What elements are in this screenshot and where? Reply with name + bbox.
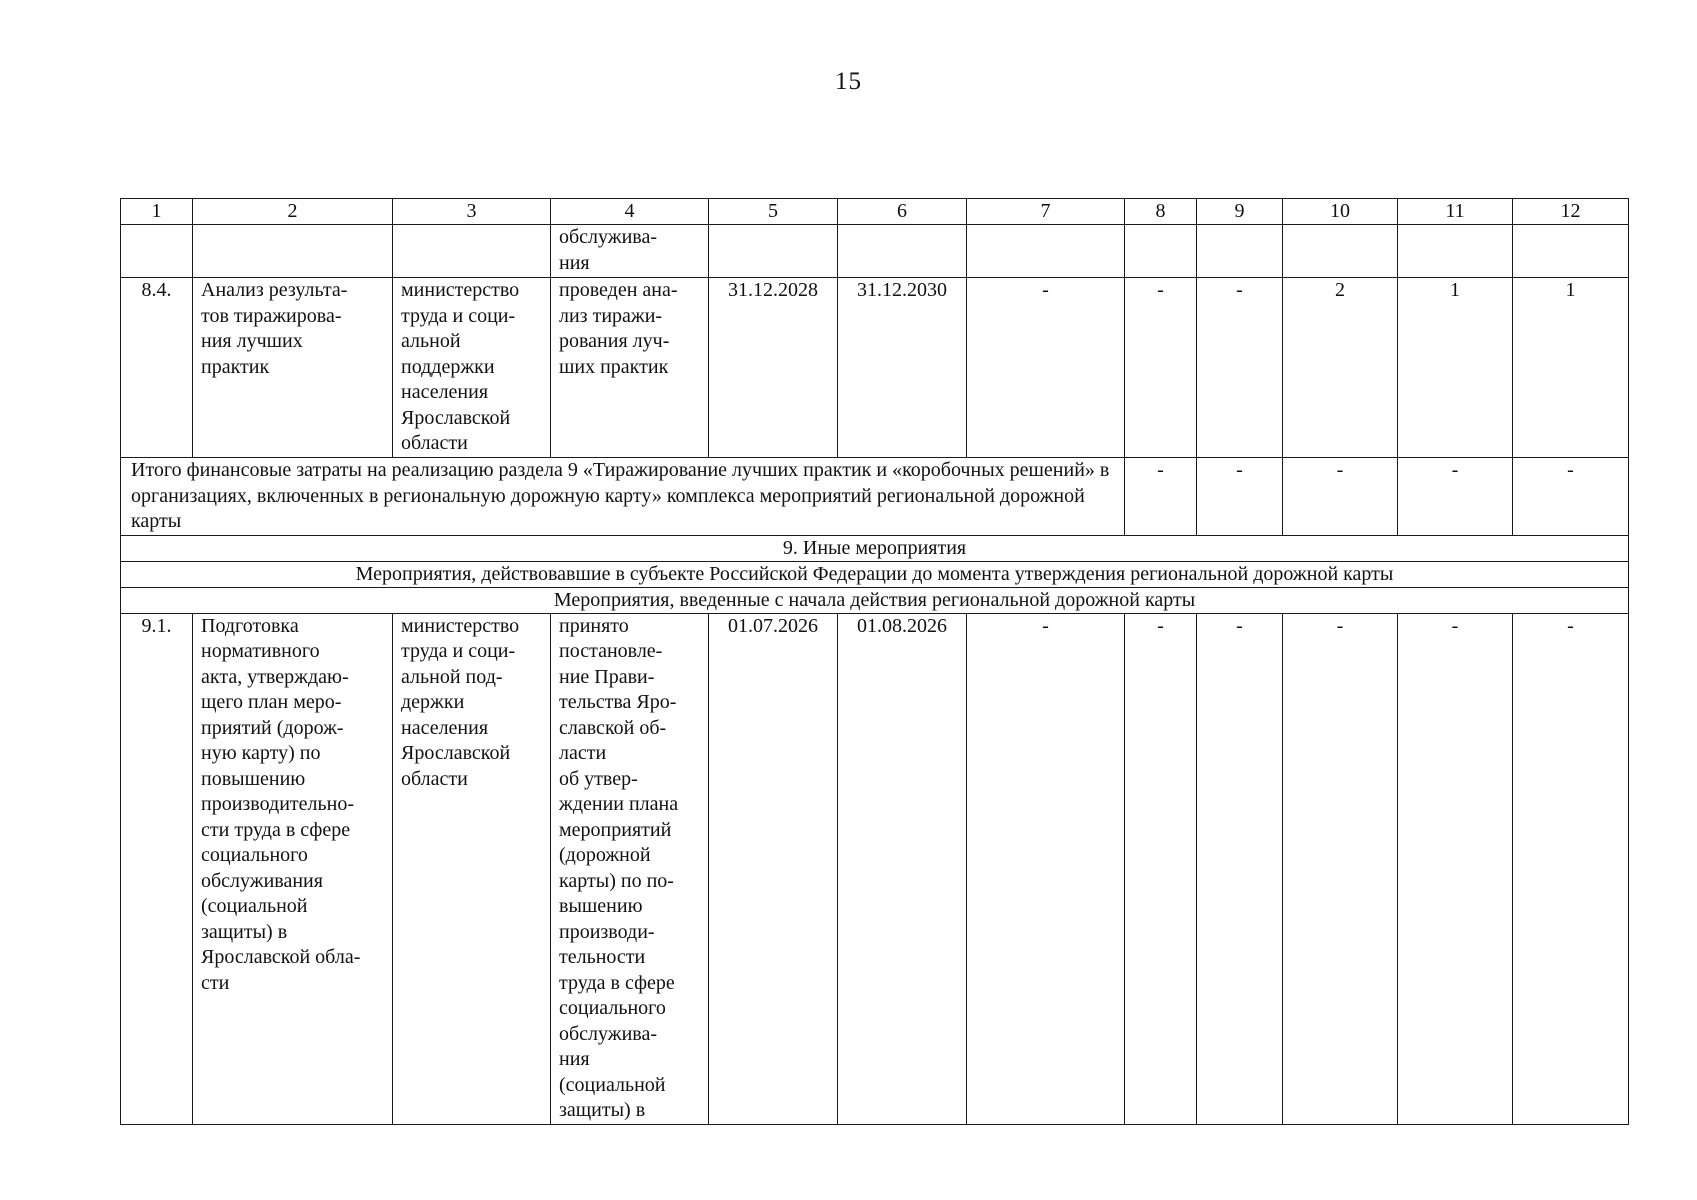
row-number: 9.1. bbox=[121, 613, 193, 1124]
table-cell bbox=[193, 225, 393, 278]
value-cell: - bbox=[967, 613, 1125, 1124]
value-cell: - bbox=[1513, 458, 1629, 536]
column-header: 4 bbox=[551, 199, 709, 225]
table-cell: обслужива- ния bbox=[551, 225, 709, 278]
column-header: 5 bbox=[709, 199, 838, 225]
column-header: 1 bbox=[121, 199, 193, 225]
section-title: 9. Иные мероприятия bbox=[121, 535, 1629, 561]
expected-result: проведен ана- лиз тиражи- рования луч- ших практик bbox=[551, 278, 709, 458]
table-cell bbox=[838, 225, 967, 278]
table-cell bbox=[1283, 225, 1398, 278]
responsible-body: министерство труда и соци- альной под- держки населения Ярославской области bbox=[393, 613, 551, 1124]
end-date: 01.08.2026 bbox=[838, 613, 967, 1124]
column-header: 7 bbox=[967, 199, 1125, 225]
section-heading-row bbox=[121, 535, 1629, 561]
table-cell bbox=[709, 225, 838, 278]
table-cell bbox=[1197, 225, 1283, 278]
column-header: 10 bbox=[1283, 199, 1398, 225]
subsection-title-before: Мероприятия, действовавшие в субъекте Российской Федерации до момента утверждения региональной дорожной карты bbox=[121, 561, 1629, 587]
column-header: 12 bbox=[1513, 199, 1629, 225]
value-cell: - bbox=[1283, 458, 1398, 536]
activity-name: Подготовка нормативного акта, утверждаю- щего план меро- приятий (дорож- ную карту) по повышению производительно- сти труда в сфере социального обслуживания (социальной защиты) в Ярославской обла- сти bbox=[193, 613, 393, 1124]
expected-result: принято постановле- ние Прави- тельства Яро- славской об- ласти об утвер- ждении плана мероприятий (дорожной карты) по по- вышению производи- тельности труда в сфере социального обслужива- ния (социальной защиты) в bbox=[551, 613, 709, 1124]
value-cell: - bbox=[1197, 458, 1283, 536]
value-cell: - bbox=[1283, 613, 1398, 1124]
table-cell bbox=[393, 225, 551, 278]
table-cell bbox=[121, 225, 193, 278]
total-label: Итого финансовые затраты на реализацию раздела 9 «Тиражирование лучших практик и «коробочных решений» в организациях, включенных в региональную дорожную карту» комплекса мероприятий региональной дорожной карты bbox=[121, 458, 1125, 536]
value-cell: - bbox=[1398, 613, 1513, 1124]
table-row-8-4 bbox=[121, 278, 1629, 458]
responsible-body: министерство труда и соци- альной поддержки населения Ярославской области bbox=[393, 278, 551, 458]
value-cell: 1 bbox=[1398, 278, 1513, 458]
value-cell: - bbox=[1197, 613, 1283, 1124]
table-cell bbox=[1125, 225, 1197, 278]
start-date: 01.07.2026 bbox=[709, 613, 838, 1124]
value-cell: 2 bbox=[1283, 278, 1398, 458]
table-cell bbox=[1398, 225, 1513, 278]
table-cell bbox=[967, 225, 1125, 278]
table-row-continuation bbox=[121, 225, 1629, 278]
column-header: 9 bbox=[1197, 199, 1283, 225]
total-row bbox=[121, 458, 1629, 536]
table-cell bbox=[1513, 225, 1629, 278]
value-cell: - bbox=[1197, 278, 1283, 458]
table-row-9-1 bbox=[121, 613, 1629, 1124]
column-header: 3 bbox=[393, 199, 551, 225]
roadmap-table bbox=[120, 198, 1629, 1125]
value-cell: - bbox=[1125, 278, 1197, 458]
value-cell: - bbox=[1398, 458, 1513, 536]
column-header: 2 bbox=[193, 199, 393, 225]
subsection-title-after: Мероприятия, введенные с начала действия региональной дорожной карты bbox=[121, 587, 1629, 613]
page-number: 15 bbox=[835, 68, 862, 95]
value-cell: - bbox=[967, 278, 1125, 458]
subsection-row bbox=[121, 587, 1629, 613]
activity-name: Анализ результа- тов тиражирова- ния лучших практик bbox=[193, 278, 393, 458]
value-cell: - bbox=[1125, 613, 1197, 1124]
value-cell: - bbox=[1125, 458, 1197, 536]
value-cell: 1 bbox=[1513, 278, 1629, 458]
column-header: 11 bbox=[1398, 199, 1513, 225]
column-header: 8 bbox=[1125, 199, 1197, 225]
column-header: 6 bbox=[838, 199, 967, 225]
value-cell: - bbox=[1513, 613, 1629, 1124]
start-date: 31.12.2028 bbox=[709, 278, 838, 458]
subsection-row bbox=[121, 561, 1629, 587]
column-number-row bbox=[121, 199, 1629, 225]
end-date: 31.12.2030 bbox=[838, 278, 967, 458]
row-number: 8.4. bbox=[121, 278, 193, 458]
